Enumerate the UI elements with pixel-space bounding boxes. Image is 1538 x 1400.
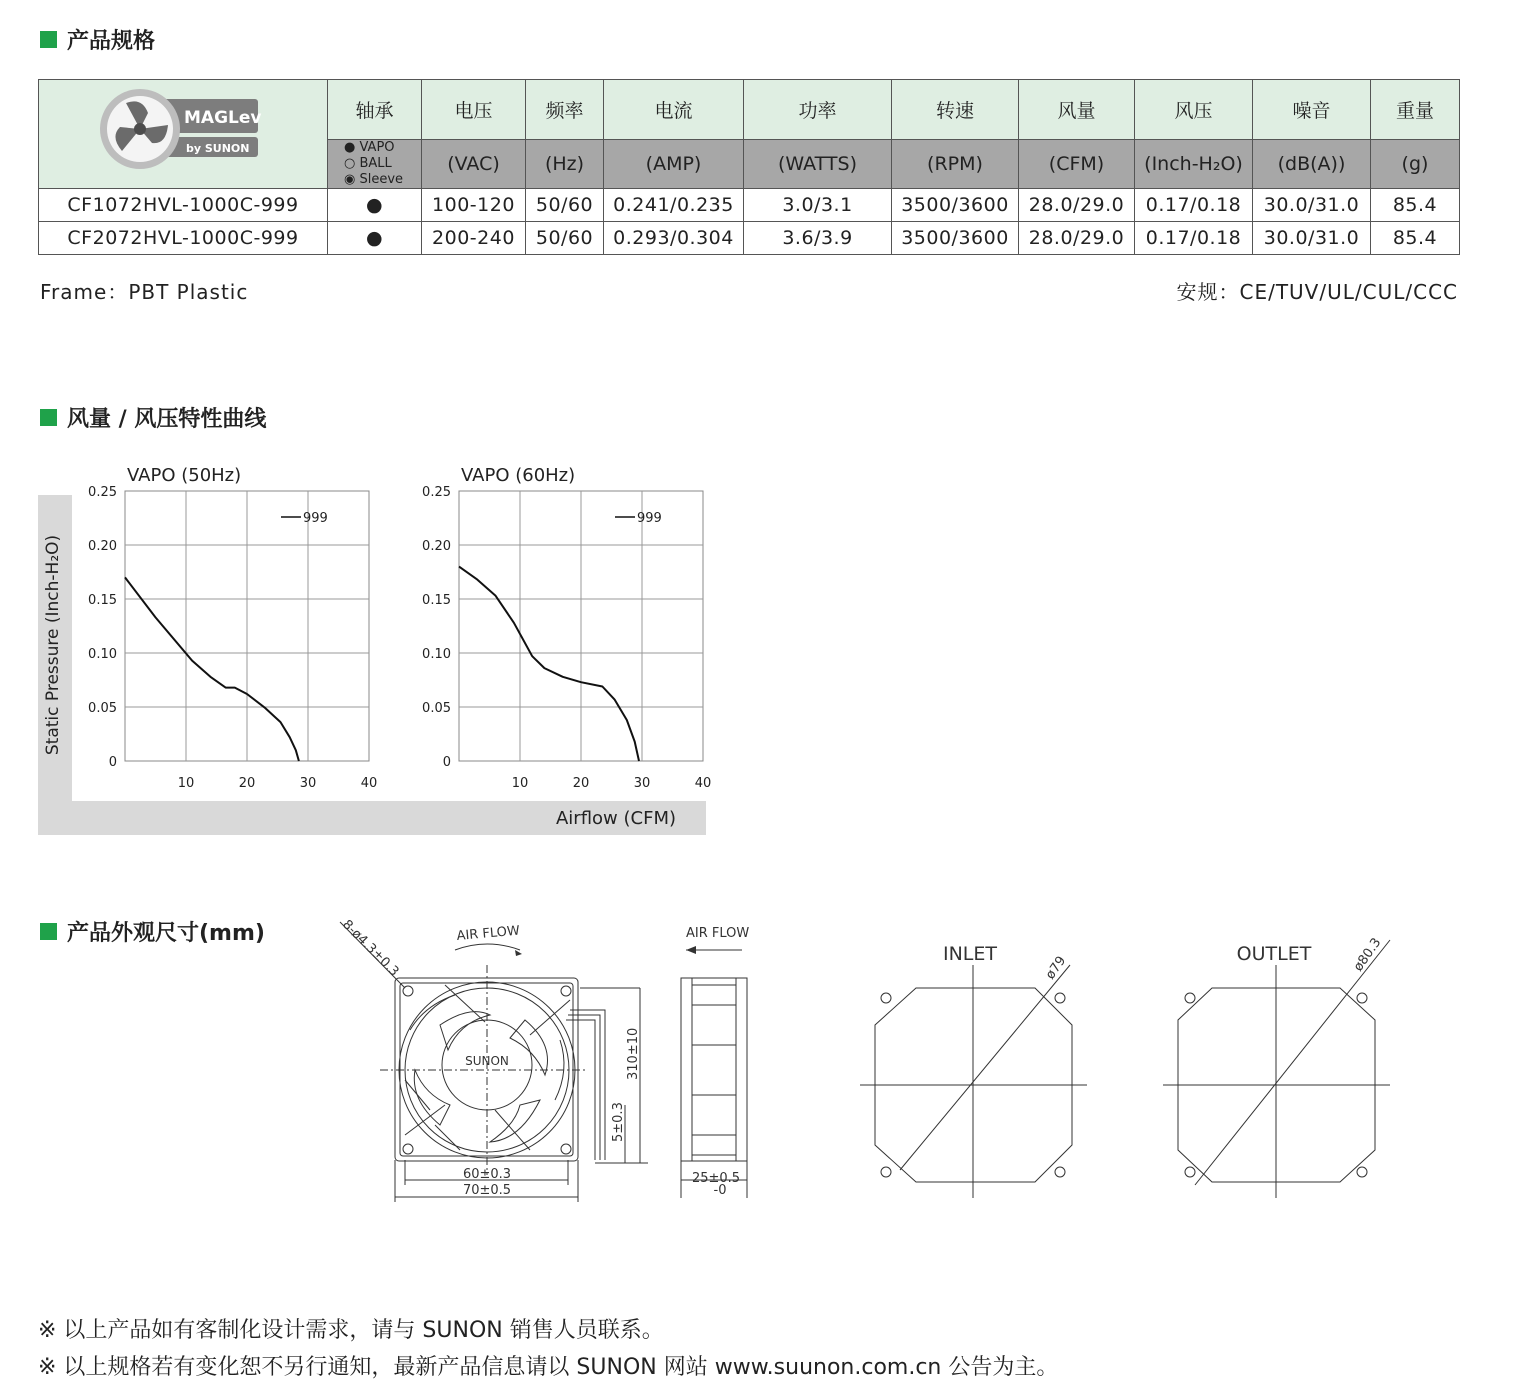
model-cell: CF2072HVL-1000C-999	[39, 222, 328, 255]
model-cell: CF1072HVL-1000C-999	[39, 189, 328, 222]
empty-circle-icon: ○	[344, 156, 356, 171]
unit-current: (AMP)	[604, 140, 744, 189]
y-tick-label: 0.20	[422, 539, 451, 554]
hole-spacing-label: 60±0.3	[462, 1167, 512, 1182]
current-cell: 0.241/0.235	[604, 189, 744, 222]
bearing-cell: ●	[328, 189, 422, 222]
lead-offset-label: 5±0.3	[611, 1102, 626, 1142]
voltage-cell: 200-240	[422, 222, 526, 255]
fan-side-view	[681, 950, 747, 1198]
inlet-dia-label: ø79	[1042, 953, 1070, 983]
dimension-drawings	[330, 910, 1430, 1210]
bearing-type-ball: ○ BALL	[344, 156, 392, 171]
current-cell: 0.293/0.304	[604, 222, 744, 255]
spec-section-title	[40, 24, 155, 55]
noise-cell: 30.0/31.0	[1253, 189, 1371, 222]
weight-cell: 85.4	[1371, 189, 1460, 222]
table-row	[39, 222, 1460, 255]
maglev-logo-graphic	[98, 87, 268, 177]
pressure-cell: 0.17/0.18	[1135, 222, 1253, 255]
curve-charts	[0, 455, 720, 840]
table-row	[39, 189, 1460, 222]
dotted-circle-icon: ◉	[344, 172, 356, 187]
airflow-side-label: AIR FLOW	[686, 926, 750, 941]
weight-cell: 85.4	[1371, 222, 1460, 255]
y-tick-label: 0.25	[422, 485, 451, 500]
arrow-left-icon	[686, 946, 696, 954]
safety-note: 安规：CE/TUV/UL/CUL/CCC	[1176, 280, 1458, 304]
logo-brand: MAGLev	[184, 107, 262, 128]
x-tick-label: 10	[511, 776, 529, 791]
bearing-types	[328, 140, 422, 189]
legend-label: 999	[303, 511, 328, 526]
dim-section-title	[40, 916, 265, 947]
power-cell: 3.0/3.1	[744, 189, 892, 222]
maglev-logo	[39, 80, 328, 189]
section-marker	[40, 923, 57, 940]
header-voltage: 电压	[422, 80, 526, 140]
section-marker	[40, 31, 57, 48]
header-noise: 噪音	[1253, 80, 1371, 140]
pressure-cell: 0.17/0.18	[1135, 189, 1253, 222]
noise-cell: 30.0/31.0	[1253, 222, 1371, 255]
y-tick-label: 0.20	[88, 539, 117, 554]
header-bearing: 轴承	[328, 80, 422, 140]
y-tick-label: 0	[108, 755, 117, 770]
inlet-view	[860, 965, 1087, 1198]
x-tick-label: 20	[572, 776, 590, 791]
voltage-cell: 100-120	[422, 189, 526, 222]
legend-label: 999	[637, 511, 662, 526]
filled-circle-icon: ●	[344, 140, 356, 155]
frame-width-label: 70±0.5	[462, 1183, 512, 1198]
chart-title: VAPO (50Hz)	[127, 465, 242, 486]
curve-title: 风量 / 风压特性曲线	[67, 407, 267, 432]
footer-line-2: ※ 以上规格若有变化恕不另行通知，最新产品信息请以 SUNON 网站 www.suunon.com.cn 公告为主。	[38, 1355, 1059, 1380]
x-axis-label: Airflow (CFM)	[555, 808, 677, 829]
y-tick-label: 0.15	[88, 593, 117, 608]
x-tick-label: 40	[694, 776, 712, 791]
header-speed: 转速	[892, 80, 1019, 140]
unit-voltage: (VAC)	[422, 140, 526, 189]
frequency-cell: 50/60	[526, 189, 604, 222]
header-power: 功率	[744, 80, 892, 140]
depth-tol-label: -0	[713, 1183, 727, 1198]
x-tick-label: 30	[633, 776, 651, 791]
y-tick-label: 0.05	[88, 701, 117, 716]
unit-airflow: (CFM)	[1019, 140, 1135, 189]
chart-title: VAPO (60Hz)	[461, 465, 576, 486]
unit-noise: (dB(A))	[1253, 140, 1371, 189]
power-cell: 3.6/3.9	[744, 222, 892, 255]
outlet-view	[1163, 940, 1390, 1198]
fan-brand-label: SUNON	[465, 1054, 509, 1068]
x-tick-label: 40	[360, 776, 378, 791]
unit-frequency: (Hz)	[526, 140, 604, 189]
airflow-cell: 28.0/29.0	[1019, 222, 1135, 255]
airflow-cell: 28.0/29.0	[1019, 189, 1135, 222]
y-tick-label: 0.10	[88, 647, 117, 662]
spec-table	[38, 79, 1460, 255]
y-tick-label: 0.15	[422, 593, 451, 608]
header-row	[39, 80, 1460, 140]
x-tick-label: 10	[177, 776, 195, 791]
unit-pressure: (Inch-H₂O)	[1135, 140, 1253, 189]
unit-power: (WATTS)	[744, 140, 892, 189]
spec-title: 产品规格	[67, 29, 156, 54]
header-frequency: 频率	[526, 80, 604, 140]
header-current: 电流	[604, 80, 744, 140]
chart-area-bg	[72, 455, 706, 801]
header-airflow: 风量	[1019, 80, 1135, 140]
curve-section-title	[40, 402, 266, 433]
bearing-type-sleeve: ◉ Sleeve	[344, 172, 404, 187]
outlet-dia-label: ø80.3	[1350, 935, 1385, 975]
bearing-type-vapo: ● VAPO	[344, 140, 395, 155]
footer-line-1: ※ 以上产品如有客制化设计需求，请与 SUNON 销售人员联系。	[38, 1318, 664, 1343]
bearing-cell: ●	[328, 222, 422, 255]
y-tick-label: 0.10	[422, 647, 451, 662]
speed-cell: 3500/3600	[892, 222, 1019, 255]
x-tick-label: 30	[299, 776, 317, 791]
unit-speed: (RPM)	[892, 140, 1019, 189]
speed-cell: 3500/3600	[892, 189, 1019, 222]
header-pressure: 风压	[1135, 80, 1253, 140]
section-marker	[40, 409, 57, 426]
dim-title: 产品外观尺寸(mm)	[67, 921, 265, 946]
unit-weight: (g)	[1371, 140, 1460, 189]
y-tick-label: 0.05	[422, 701, 451, 716]
depth-label: 25±0.5	[691, 1171, 741, 1186]
y-tick-label: 0.25	[88, 485, 117, 500]
frequency-cell: 50/60	[526, 222, 604, 255]
inlet-label: INLET	[942, 943, 998, 965]
y-axis-label: Static Pressure (Inch-H₂O)	[43, 534, 63, 756]
arrow-icon	[515, 950, 522, 956]
hole-dim-label: 8-ø4.3±0.3	[339, 917, 402, 980]
header-weight: 重量	[1371, 80, 1460, 140]
y-tick-label: 0	[442, 755, 451, 770]
airflow-front-label: AIR FLOW	[456, 923, 521, 944]
logo-by: by SUNON	[186, 141, 250, 155]
outlet-label: OUTLET	[1236, 943, 1312, 965]
lead-length-label: 310±10	[626, 1027, 641, 1080]
x-tick-label: 20	[238, 776, 256, 791]
frame-note: Frame：PBT Plastic	[40, 280, 249, 304]
